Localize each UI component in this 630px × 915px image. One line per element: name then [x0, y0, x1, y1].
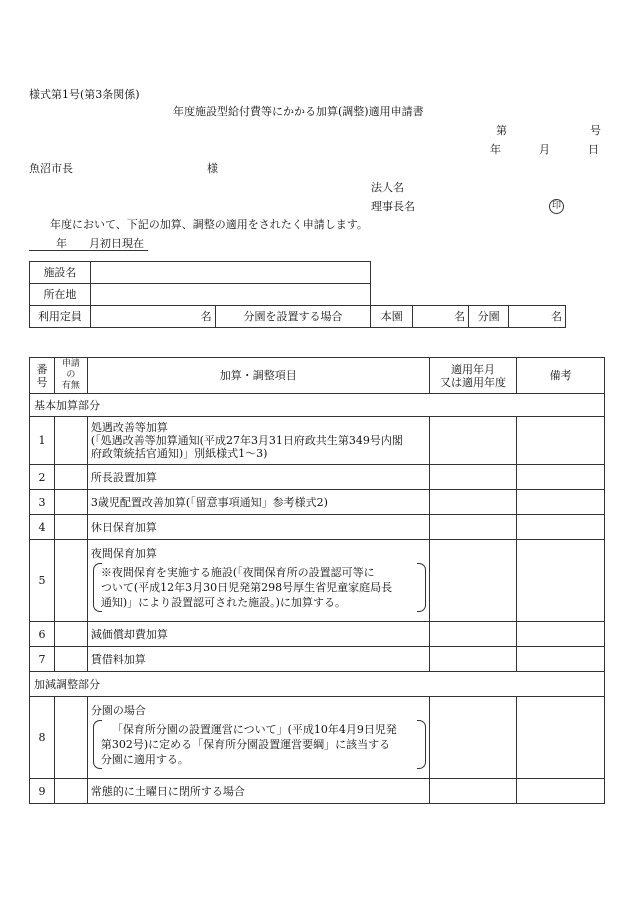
blank-area — [371, 284, 566, 306]
application-statement: 年度において、下記の加算、調整の適用をされたく申請します。 — [50, 218, 368, 231]
addressee: 魚沼市長 — [29, 162, 73, 175]
item-note-bracket — [93, 720, 426, 769]
row-number: 8 — [30, 697, 55, 779]
seal-mark-text: 印 — [549, 199, 564, 214]
table-row — [30, 540, 605, 622]
as-of-rest: 月初日現在 — [89, 237, 144, 250]
item-title: 処遇改善等加算 — [90, 421, 168, 434]
apply-cell — [54, 647, 87, 672]
apply-cell — [54, 697, 87, 779]
header-period-line1: 適用年月 — [451, 362, 496, 376]
branch-case-label: 分園を設置する場合 — [215, 306, 371, 328]
row-number: 4 — [30, 515, 55, 540]
item-cell — [87, 540, 429, 622]
table-row — [30, 465, 605, 490]
day-label: 日 — [588, 143, 599, 156]
item-title: 賃借料加算 — [87, 647, 429, 672]
remarks-cell — [517, 697, 605, 779]
period-cell — [429, 490, 517, 515]
director-name-label: 理事長名 — [371, 200, 415, 213]
header-apply-line2: 有無 — [61, 381, 80, 391]
address-label: 所在地 — [30, 284, 91, 306]
row-number: 1 — [30, 417, 55, 465]
item-cell — [87, 697, 429, 779]
apply-cell — [54, 417, 87, 465]
header-number — [30, 358, 55, 394]
section-row-adjust — [30, 672, 605, 697]
item-title: 休日保育加算 — [87, 515, 429, 540]
table-row — [30, 622, 605, 647]
row-number: 2 — [30, 465, 55, 490]
row-number: 3 — [30, 490, 55, 515]
period-cell — [429, 515, 517, 540]
row-number: 6 — [30, 622, 55, 647]
capacity-row — [30, 306, 566, 328]
apply-cell — [54, 779, 87, 804]
address-value — [90, 284, 370, 306]
item-title: 夜間保育加算 — [90, 547, 157, 560]
header-apply-line1: 申請の — [61, 359, 80, 380]
item-title: 減価償却費加算 — [87, 622, 429, 647]
item-title: 所長設置加算 — [87, 465, 429, 490]
apply-cell — [54, 622, 87, 647]
address-row — [30, 284, 566, 306]
remarks-cell — [517, 779, 605, 804]
branch-facility-label: 分園 — [469, 306, 509, 328]
table-row — [30, 515, 605, 540]
header-period — [429, 358, 517, 394]
honorific-sama: 様 — [207, 162, 218, 175]
remarks-cell — [517, 417, 605, 465]
header-number-line1: 番 — [36, 362, 48, 376]
item-note-bracket — [93, 563, 426, 612]
form-number-label: 様式第1号(第3条関係) — [29, 88, 140, 101]
period-cell — [429, 697, 517, 779]
branch-facility-unit: 名 — [509, 306, 566, 328]
item-title: 常態的に土曜日に閉所する場合 — [87, 779, 429, 804]
item-detail: 府政策統括官通知)」別紙様式1～3) — [90, 447, 268, 460]
facility-name-value — [90, 262, 370, 284]
period-cell — [429, 417, 517, 465]
document-title: 年度施設型給付費等にかかる加算(調整)適用申請書 — [173, 105, 424, 118]
header-remarks: 備考 — [517, 358, 605, 394]
period-cell — [429, 540, 517, 622]
apply-cell — [54, 490, 87, 515]
header-period-line2: 又は適用年度 — [440, 375, 507, 389]
section-row-basic — [30, 394, 605, 417]
remarks-cell — [517, 490, 605, 515]
row-number: 5 — [30, 540, 55, 622]
period-cell — [429, 647, 517, 672]
table-row — [30, 647, 605, 672]
facility-name-row — [30, 262, 566, 284]
remarks-cell — [517, 622, 605, 647]
remarks-cell — [517, 465, 605, 490]
corporation-name-label: 法人名 — [371, 181, 404, 194]
item-note-line: 通知)」により設置認可された施設。)に加算する。 — [100, 596, 346, 609]
section-adjust-label: 加減調整部分 — [30, 672, 605, 697]
row-number: 9 — [30, 779, 55, 804]
main-facility-unit: 名 — [413, 306, 469, 328]
header-number-line2: 号 — [36, 375, 48, 389]
period-cell — [429, 622, 517, 647]
as-of-year: 年 — [56, 237, 67, 250]
adjustment-items-table — [29, 357, 605, 804]
capacity-unit: 名 — [90, 306, 215, 328]
seal-mark-icon — [549, 198, 564, 214]
remarks-cell — [517, 647, 605, 672]
as-of-date — [29, 237, 148, 251]
header-apply — [54, 358, 87, 394]
go-label: 号 — [590, 124, 601, 137]
year-label: 年 — [490, 143, 501, 156]
item-note-line: 「保育所分園の設置運営について」(平成10年4月9日児発 — [111, 723, 397, 736]
table-row — [30, 490, 605, 515]
facility-info-table — [29, 261, 566, 328]
item-detail: (「処遇改善等加算通知(平成27年3月31日府政共生第349号内閣 — [90, 434, 403, 447]
item-title: 分園の場合 — [90, 704, 146, 717]
header-item: 加算・調整項目 — [87, 358, 429, 394]
section-basic-label: 基本加算部分 — [30, 394, 605, 417]
period-cell — [429, 465, 517, 490]
main-facility-label: 本園 — [371, 306, 413, 328]
item-note-line: 第302号)に定める「保育所分園設置運営要綱」に該当する — [100, 738, 391, 751]
apply-cell — [54, 515, 87, 540]
period-cell — [429, 779, 517, 804]
facility-name-label: 施設名 — [30, 262, 91, 284]
blank-area — [371, 262, 566, 284]
table-row — [30, 779, 605, 804]
row-number: 7 — [30, 647, 55, 672]
capacity-label: 利用定員 — [30, 306, 91, 328]
table-row — [30, 697, 605, 779]
dai-label: 第 — [496, 124, 507, 137]
item-title: 3歳児配置改善加算(「留意事項通知」参考様式2) — [87, 490, 429, 515]
items-header-row — [30, 358, 605, 394]
table-row — [30, 417, 605, 465]
month-label: 月 — [539, 143, 550, 156]
apply-cell — [54, 465, 87, 490]
remarks-cell — [517, 540, 605, 622]
remarks-cell — [517, 515, 605, 540]
apply-cell — [54, 540, 87, 622]
item-cell — [87, 417, 429, 465]
item-note-line: ついて(平成12年3月30日児発第298号厚生省児童家庭局長 — [100, 581, 393, 594]
item-note-line: ※夜間保育を実施する施設(「夜間保育所の設置認可等に — [100, 566, 375, 579]
item-note-line: 分園に適用する。 — [100, 753, 189, 766]
